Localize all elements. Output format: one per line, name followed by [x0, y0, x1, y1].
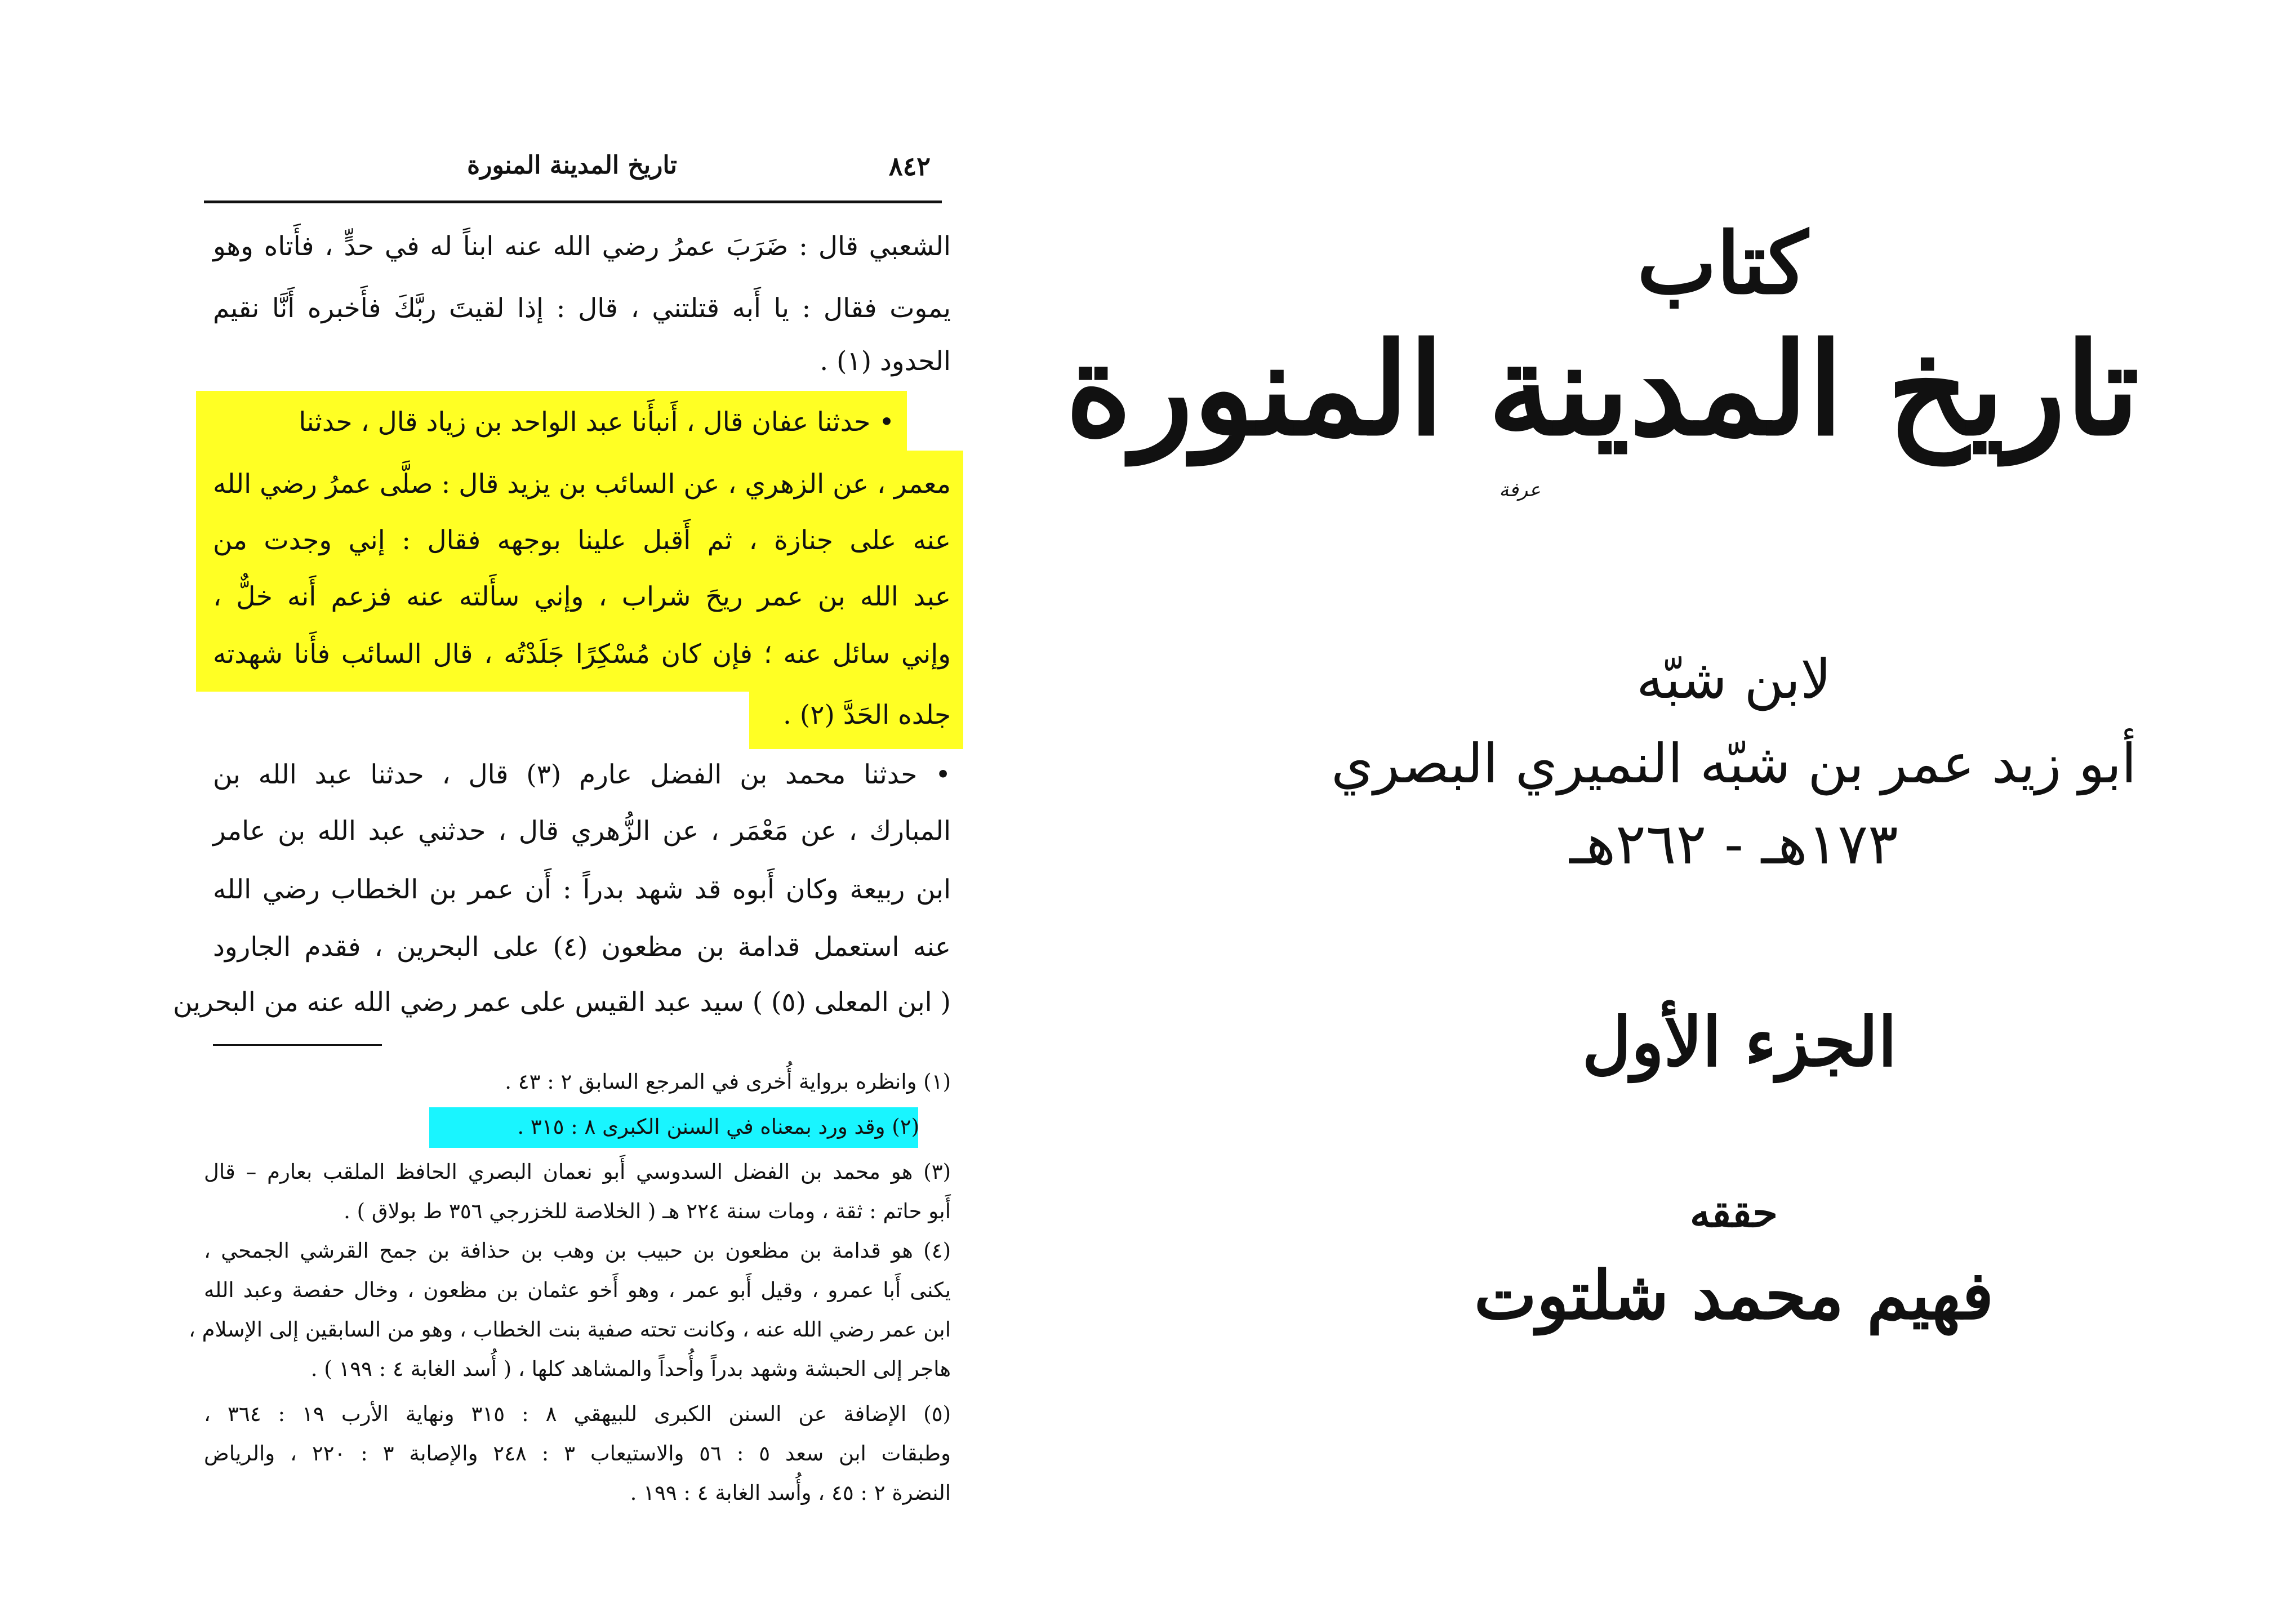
footnote-line: (٤) هو قدامة بن مظعون بن حبيب بن وهب بن حذافة بن جمح القرشي الجمحي ، — [204, 1239, 951, 1263]
text-line: ابن ربيعة وكان أَبوه قد شهد بدراً : أَن عمر بن الخطاب رضي الله — [213, 874, 951, 905]
footnote-line: (٣) هو محمد بن الفضل السدوسي أَبو نعمان البصري الحافظ الملقب بعارم – قال — [204, 1160, 951, 1184]
footnote-line: يكنى أَبا عمرو ، وقيل أَبو عمر ، وهو أَخو عثمان بن مظعون ، وخال حفصة وعبد الله — [204, 1278, 951, 1302]
running-header — [204, 151, 942, 196]
header-rule — [204, 201, 942, 203]
text-line-highlighted: جلده الحَدَّ (٢) . — [783, 700, 951, 730]
text-line: الحدود (١) . — [820, 346, 951, 377]
text-line-highlighted: وإني سائل عنه ؛ فإن كان مُسْكِرًا جَلَدْتُه ، قال السائب فأَنا شهدته — [213, 639, 951, 670]
page-number: ٨٤٢ — [888, 151, 931, 181]
text-line-highlighted: عنه على جنازة ، ثم أَقبل علينا بوجهه فقال : إني وجدت من — [213, 525, 951, 556]
text-line-highlighted: معمر ، عن الزهري ، عن السائب بن يزيد قال : صلَّى عمرُ رضي الله — [213, 469, 951, 500]
footnote-line: هاجر إلى الحبشة وشهد بدراً وأُحداً والمشاهد كلها ، ( أُسد الغابة ٤ : ١٩٩ ) . — [310, 1357, 951, 1381]
title-page — [1065, 0, 2296, 1617]
text-line-highlighted: عبد الله بن عمر ريحَ شراب ، وإني سأَلته عنه فزعم أَنه خلٌّ ، — [213, 581, 951, 612]
footnote-line: أَبو حاتم : ثقة ، ومات سنة ٢٢٤ هـ ( الخلاصة للخزرجي ٣٥٦ ط بولاق ) . — [344, 1199, 951, 1223]
text-line-highlighted: • حدثنا عفان قال ، أَنبأَنا عبد الواحد بن زياد قال ، حدثنا — [299, 407, 895, 438]
author-short: لابن شبّه — [1636, 648, 1831, 711]
footnote-line: ابن عمر رضي الله عنه ، وكانت تحته صفية بنت الخطاب ، وهو من السابقين إلى الإسلام ، — [188, 1317, 951, 1342]
footnote-rule — [213, 1044, 382, 1046]
editor-name: فهيم محمد شلتوت — [1474, 1256, 1994, 1334]
footnote-line: (١) وانظره برواية أُخرى في المرجع السابق ٢ : ٤٣ . — [505, 1070, 951, 1094]
book-kitab-label: كتاب — [1637, 214, 1808, 313]
footnote-line: النضرة ٢ : ٤٥ ، وأُسد الغابة ٤ : ١٩٩ . — [630, 1481, 951, 1505]
footnote-line: (٥) الإضافة عن السنن الكبرى للبيهقي ٨ : ٣١٥ ونهاية الأرب ١٩ : ٣٦٤ ، — [204, 1402, 951, 1426]
footnote-line-highlighted: (٢) وقد ورد بمعناه في السنن الكبرى ٨ : ٣١٥ . — [517, 1115, 919, 1139]
running-header-title: تاريخ المدينة المنورة — [467, 151, 677, 180]
text-line: المبارك ، عن مَعْمَر ، عن الزُّهري قال ، حدثني عبد الله بن عامر — [213, 816, 951, 847]
text-line: الشعبي قال : ضَرَبَ عمرُ رضي الله عنه ابناً له في حدٍّ ، فأَتاه وهو — [213, 231, 951, 262]
author-full-name: أبو زيد عمر بن شبّه النميري البصري — [1331, 732, 2137, 795]
text-line: عنه استعمل قدامة بن مظعون (٤) على البحرين ، فقدم الجارود — [213, 932, 951, 963]
text-line: • حدثنا محمد بن الفضل عارم (٣) قال ، حدثنا عبد الله بن — [213, 759, 951, 790]
editor-label: حققه — [1690, 1188, 1778, 1236]
calligrapher-signature: عرفة — [1499, 479, 1541, 501]
text-line: يموت فقال : يا أَبه قتلتني ، قال : إذا لقيتَ ربَّكَ فأَخبره أَنَّا نقيم — [213, 293, 951, 324]
volume-label: الجزء الأول — [1582, 1003, 1897, 1082]
author-dates: ١٧٣هـ - ٢٦٢هـ — [1569, 811, 1898, 877]
text-line: ( ابن المعلى (٥) ) سيد عبد القيس على عمر رضي الله عنه من البحرين — [173, 987, 951, 1018]
footnote-line: وطبقات ابن سعد ٥ : ٥٦ والاستيعاب ٣ : ٢٤٨ والإصابة ٣ : ٢٢٠ ، والرياض — [204, 1441, 951, 1465]
book-title: تاريخ المدينة المنورة — [1065, 315, 2139, 464]
